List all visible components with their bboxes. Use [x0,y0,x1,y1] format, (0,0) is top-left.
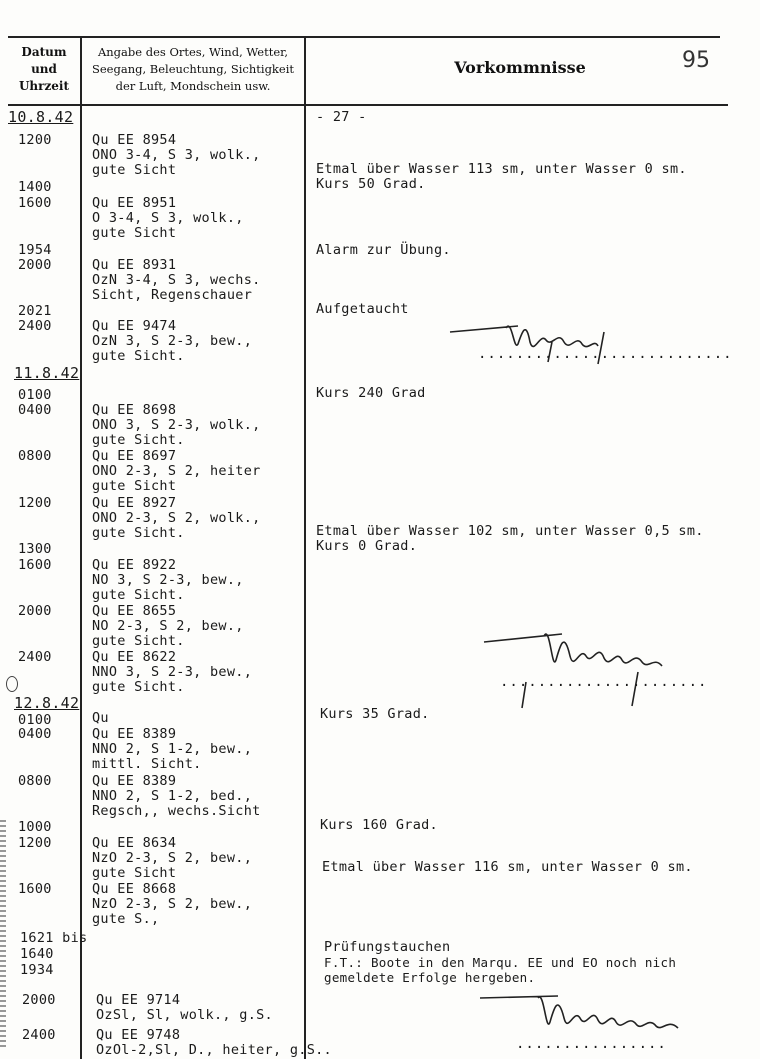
scan-edge [0,820,6,1050]
position-entry: Qu EE 8634 NzO 2-3, S 2, bew., gute Sicht [92,835,253,881]
scan-mark [6,676,18,692]
time-entry: 0100 [18,387,52,403]
date-11-8-42: 11.8.42 [14,364,80,382]
time-entry: 1200 [18,835,52,851]
signature-dotted-line: ........................... [478,346,733,362]
time-entry: 0800 [18,773,52,789]
column-divider-1 [80,36,82,1059]
header-place-line3: der Luft, Mondschein usw. [115,79,271,93]
position-entry: Qu EE 8389 NNO 2, S 1-2, bew., mittl. Sicht. [92,726,253,772]
time-entry: 2021 [18,303,52,319]
header-date-column [8,44,80,95]
position-entry: Qu EE 9748 OzOl-2,Sl, D., heiter, g.S.. [96,1027,332,1058]
position-entry: Qu EE 8927 ONO 2-3, S 2, wolk., gute Sicht. [92,495,261,541]
position-entry: Qu EE 8697 ONO 2-3, S 2, heiter gute Sicht [92,448,261,494]
position-entry: Qu [92,710,109,726]
position-entry: Qu EE 8668 NzO 2-3, S 2, bew., gute S., [92,881,253,927]
time-entry: 2000 [18,257,52,273]
time-entry: 2400 [22,1027,56,1043]
signature-dotted-line: ...................... [500,674,708,690]
header-place-line1: Angabe des Ortes, Wind, Wetter, [97,45,289,59]
event-entry: Prüfungstauchen [324,939,451,955]
handwritten-signature [478,988,688,1048]
event-entry: Etmal über Wasser 116 sm, unter Wasser 0 sm. [322,859,693,875]
event-entry: Etmal über Wasser 113 sm, unter Wasser 0 sm. Kurs 50 Grad. [316,161,687,192]
handwritten-signature [482,612,682,712]
position-entry: Qu EE 8655 NO 2-3, S 2, bew., gute Sicht. [92,603,244,649]
time-entry: 1400 [18,179,52,195]
event-entry: Kurs 160 Grad. [320,817,438,833]
position-entry: Qu EE 9474 OzN 3, S 2-3, bew., gute Sicht. [92,318,253,364]
page-number: 95 [682,48,710,73]
position-entry: Qu EE 8622 NNO 3, S 2-3, bew., gute Sicht. [92,649,253,695]
date-12-8-42: 12.8.42 [14,694,80,712]
event-entry: Aufgetaucht [316,301,409,317]
header-date-line2: und [31,62,57,76]
time-entry: 1600 [18,881,52,897]
position-entry: Qu EE 8954 ONO 3-4, S 3, wolk., gute Sicht [92,132,261,178]
time-entry: 1000 [18,819,52,835]
time-entry: 2400 [18,318,52,334]
event-entry: F.T.: Boote in den Marqu. EE und EO noch nich gemeldete Erfolge hergeben. [324,955,677,985]
time-entry: 1640 [20,946,54,962]
header-bottom-rule [8,104,728,106]
header-place-column [82,44,304,95]
time-entry: 2000 [18,603,52,619]
time-entry: 2000 [22,992,56,1008]
header-date-line1: Datum [21,45,67,59]
time-entry: 1954 [18,242,52,258]
event-entry: Etmal über Wasser 102 sm, unter Wasser 0,5 sm. Kurs 0 Grad. [316,523,704,554]
time-entry: 2400 [18,649,52,665]
position-entry: Qu EE 9714 OzSl, Sl, wolk., g.S. [96,992,273,1023]
time-entry: 0400 [18,402,52,418]
signature-dotted-line: ................ [516,1036,667,1052]
time-entry: 1934 [20,962,54,978]
time-entry: 1600 [18,557,52,573]
position-entry: Qu EE 8922 NO 3, S 2-3, bew., gute Sicht. [92,557,244,603]
time-entry: 1300 [18,541,52,557]
position-entry: Qu EE 8931 OzN 3-4, S 3, wechs. Sicht, Regenschauer [92,257,261,303]
date-10-8-42: 10.8.42 [8,108,74,126]
time-entry: 0400 [18,726,52,742]
event-entry: Kurs 35 Grad. [320,706,430,722]
event-entry: Alarm zur Übung. [316,242,451,258]
handwritten-signature [448,312,628,372]
position-entry: Qu EE 8389 NNO 2, S 1-2, bed., Regsch,, wechs.Sicht [92,773,261,819]
header-top-rule [8,36,720,38]
header-events-column: Vorkommnisse [454,58,586,77]
header-date-line3: Uhrzeit [18,79,70,93]
time-entry: 1600 [18,195,52,211]
time-entry: 1200 [18,132,52,148]
time-entry: 1200 [18,495,52,511]
time-entry: 0100 [18,712,52,728]
position-entry: Qu EE 8698 ONO 3, S 2-3, wolk., gute Sicht. [92,402,261,448]
event-entry: - 27 - [316,109,367,125]
time-entry: 0800 [18,448,52,464]
position-entry: Qu EE 8951 O 3-4, S 3, wolk., gute Sicht [92,195,244,241]
column-divider-2 [304,36,306,1059]
time-entry: 1621 bis [20,930,88,946]
event-entry: Kurs 240 Grad [316,385,426,401]
header-place-line2: Seegang, Beleuchtung, Sichtigkeit [91,62,295,76]
